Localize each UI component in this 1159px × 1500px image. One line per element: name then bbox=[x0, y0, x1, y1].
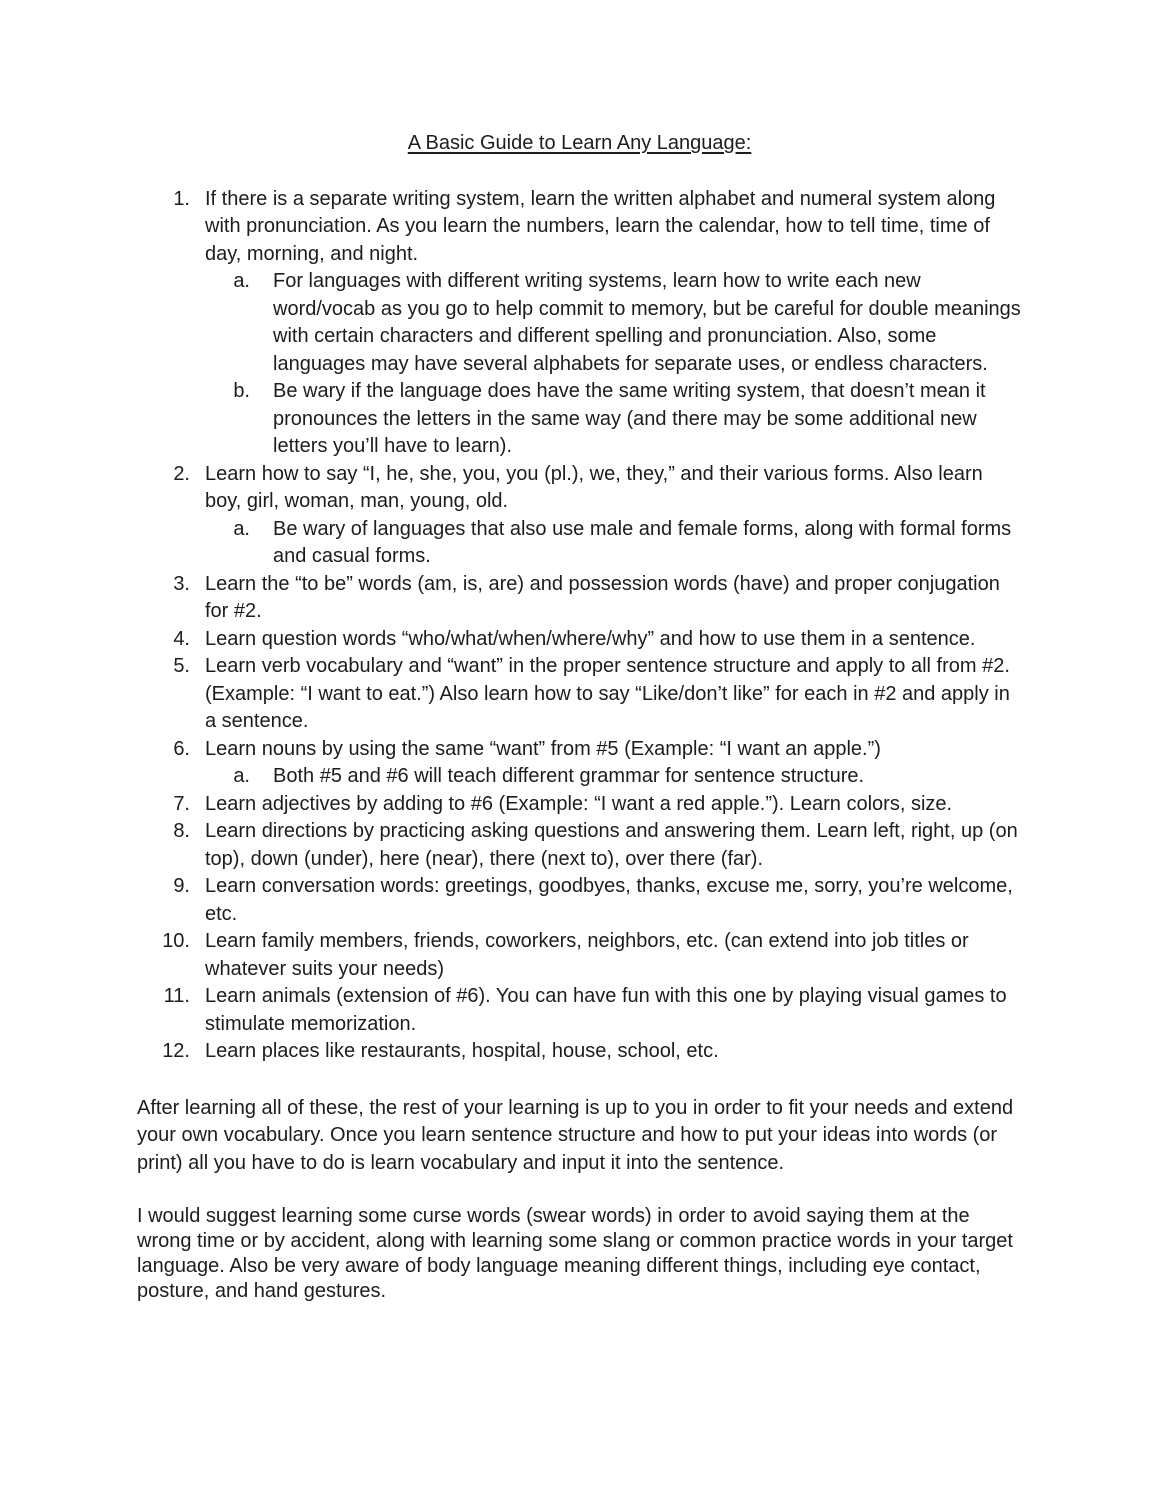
list-marker: b. bbox=[233, 380, 250, 402]
list-item-text: Be wary if the language does have the same writing system, that doesn’t mean it pronounces the letters in the same way (and there may be some additional new letters you’ll have to learn). bbox=[273, 380, 986, 457]
list-marker: 10. bbox=[162, 930, 190, 952]
list-marker: a. bbox=[233, 517, 250, 540]
list-item-11 bbox=[137, 983, 1022, 1038]
list-item-5 bbox=[137, 653, 1022, 736]
list-marker: 11. bbox=[163, 985, 190, 1007]
list-item-2 bbox=[137, 461, 1022, 516]
list-item-text: Learn places like restaurants, hospital, house, school, etc. bbox=[205, 1040, 719, 1062]
list-marker: 6. bbox=[173, 737, 190, 760]
list-item-3 bbox=[137, 571, 1022, 626]
list-item-text: Learn question words “who/what/when/where/why” and how to use them in a sentence. bbox=[205, 627, 976, 650]
sub-item-1a bbox=[137, 268, 1022, 378]
list-item-text: Learn adjectives by adding to #6 (Example: “I want a red apple.”). Learn colors, size. bbox=[205, 792, 953, 815]
list-item-text: Learn animals (extension of #6). You can have fun with this one by playing visual games to stimulate memorization. bbox=[205, 985, 1007, 1035]
list-item-text: Learn directions by practicing asking questions and answering them. Learn left, right, up (on top), down (under), here (near), there (next to), over there (far). bbox=[205, 820, 1018, 870]
list-marker: 7. bbox=[173, 792, 190, 815]
list-item-7 bbox=[137, 791, 1022, 819]
list-marker: 12. bbox=[162, 1040, 190, 1062]
list-marker: 8. bbox=[173, 820, 190, 842]
list-marker: 1. bbox=[173, 187, 190, 210]
document-content bbox=[137, 0, 1022, 1304]
list-marker: 3. bbox=[173, 572, 190, 595]
list-item-text: If there is a separate writing system, learn the written alphabet and numeral system along with pronunciation. As you learn the numbers, learn the calendar, how to tell time, time of day, morning, and night. bbox=[205, 187, 996, 265]
list-marker: 2. bbox=[173, 462, 190, 485]
list-item-9 bbox=[137, 873, 1022, 928]
list-item-text: Learn conversation words: greetings, goodbyes, thanks, excuse me, sorry, you’re welcome, etc. bbox=[205, 875, 1013, 925]
list-item-text: Learn the “to be” words (am, is, are) and possession words (have) and proper conjugation for #2. bbox=[205, 572, 1000, 622]
list-marker: a. bbox=[233, 765, 250, 787]
list-item-text: Learn verb vocabulary and “want” in the proper sentence structure and apply to all from #2. (Example: “I want to eat.”) Also learn how to say “Like/don’t like” for each in #2 and apply in a sentence. bbox=[205, 655, 1010, 732]
sub-item-6a bbox=[137, 763, 1022, 791]
list-marker: a. bbox=[233, 270, 250, 292]
list-item-text: Learn nouns by using the same “want” from #5 (Example: “I want an apple.”) bbox=[205, 737, 881, 760]
list-item-10 bbox=[137, 928, 1022, 983]
closing-paragraph-1: After learning all of these, the rest of your learning is up to you in order to fit your needs and extend your own vocabulary. Once you learn sentence structure and how to put your ideas into words (or print) all you have to do is learn vocabulary and input it into the sentence. bbox=[137, 1096, 1014, 1174]
list-item-text: Both #5 and #6 will teach different grammar for sentence structure. bbox=[273, 765, 865, 787]
list-item-12 bbox=[137, 1038, 1022, 1066]
document-title: A Basic Guide to Learn Any Language: bbox=[407, 132, 752, 154]
list-item-text: Be wary of languages that also use male and female forms, along with formal forms and casual forms. bbox=[273, 517, 1012, 567]
list-item-4 bbox=[137, 626, 1022, 654]
numbered-list bbox=[137, 186, 1022, 1066]
list-marker: 4. bbox=[173, 627, 190, 650]
list-item-text: Learn family members, friends, coworkers, neighbors, etc. (can extend into job titles or whatever suits your needs) bbox=[205, 930, 969, 980]
list-item-8 bbox=[137, 818, 1022, 873]
list-item-text: Learn how to say “I, he, she, you, you (pl.), we, they,” and their various forms. Also learn boy, girl, woman, man, young, old. bbox=[205, 462, 983, 512]
list-item-6 bbox=[137, 736, 1022, 764]
sub-item-2a bbox=[137, 516, 1022, 571]
closing-paragraph-2: I would suggest learning some curse words (swear words) in order to avoid saying them at the wrong time or by accident, along with learning some slang or common practice words in your target language. Also be very aware of body language meaning different things, including eye contact, posture, and hand gestures. bbox=[137, 1205, 1013, 1302]
list-item-1 bbox=[137, 186, 1022, 269]
sub-item-1b bbox=[137, 378, 1022, 461]
list-item-text: For languages with different writing systems, learn how to write each new word/vocab as you go to help commit to memory, but be careful for double meanings with certain characters and different spelling and pronunciation. Also, some languages may have several alphabets for separate uses, or endless characters. bbox=[273, 270, 1021, 375]
list-marker: 9. bbox=[173, 875, 190, 897]
list-marker: 5. bbox=[173, 655, 190, 677]
